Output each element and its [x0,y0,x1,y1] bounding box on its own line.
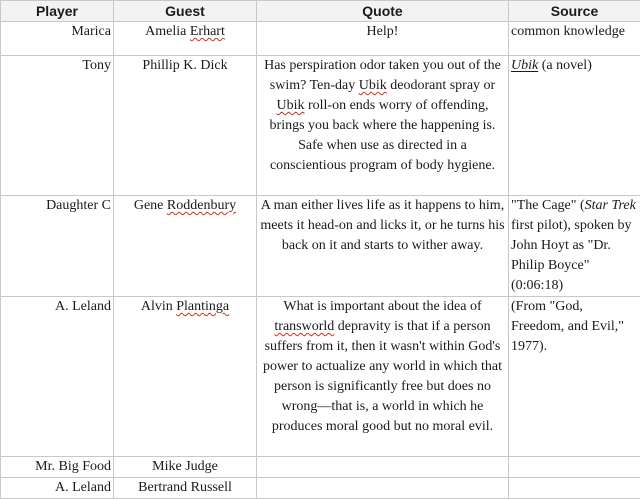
quote-word-transworld: transworld [274,319,334,334]
player-cell[interactable]: Daughter C [1,196,114,297]
source-title: Star Trek [585,198,636,213]
player-cell[interactable]: A. Leland [1,297,114,457]
source-cell[interactable] [509,457,640,478]
guest-first-name: Amelia [145,24,190,39]
header-row [1,1,640,22]
source-cell[interactable]: common knowledge [509,22,640,56]
guest-cell[interactable]: Bertrand Russell [114,478,257,499]
source-cell[interactable] [509,196,640,297]
quote-cell[interactable] [257,297,509,457]
source-text: first pilot), spoken by John Hoyt as "Dr. Philip Boyce" (0:06:18) [511,218,632,293]
quote-text: roll-on ends worry of offending, brings you back where the happening is. Safe when use as directed in a conscientious program of body hygiene. [270,98,496,173]
player-cell[interactable]: Marica [1,22,114,56]
quote-text: What is important about the idea of [283,299,481,314]
quote-cell[interactable] [257,478,509,499]
header-quote[interactable]: Quote [257,1,509,22]
guest-last-name-misspelled: Erhart [190,24,225,39]
quote-cell[interactable] [257,457,509,478]
guest-first-name: Alvin [141,299,176,314]
player-cell[interactable]: A. Leland [1,478,114,499]
table-row [1,478,640,499]
source-title: Ubik [511,58,538,73]
quote-word-ubik: Ubik [359,78,387,93]
quote-text: depravity is that if a person suffers from it, then it wasn't within God's power to actualize any world in which that person is significantly free but does no wrong—that is, a world in which he produces moral good but no moral evil. [263,319,502,434]
source-cell[interactable] [509,478,640,499]
player-cell[interactable]: Mr. Big Food [1,457,114,478]
header-source[interactable]: Source [509,1,640,22]
guest-first-name: Gene [134,198,167,213]
table-row [1,196,640,297]
quote-text: deodorant spray or [387,78,495,93]
quote-cell[interactable]: A man either lives life as it happens to him, meets it head-on and licks it, or he turns his back on it and starts to wither away. [257,196,509,297]
guest-last-name-misspelled: Plantinga [176,299,229,314]
guest-cell[interactable] [114,196,257,297]
source-text: "The Cage" ( [511,198,585,213]
quote-text: Has perspiration odor taken you out of the swim? Ten-day [264,58,501,93]
guest-cell[interactable] [114,22,257,56]
guest-cell[interactable] [114,297,257,457]
source-cell[interactable] [509,56,640,196]
quote-cell[interactable]: Help! [257,22,509,56]
quote-word-ubik: Ubik [276,98,304,113]
table-row [1,297,640,457]
guest-cell[interactable]: Mike Judge [114,457,257,478]
header-player[interactable]: Player [1,1,114,22]
table-row [1,457,640,478]
table-row [1,22,640,56]
guest-last-name-misspelled: Roddenbury [167,198,236,213]
quote-cell[interactable] [257,56,509,196]
table-row [1,56,640,196]
source-text: (a novel) [538,58,592,73]
player-cell[interactable]: Tony [1,56,114,196]
header-guest[interactable]: Guest [114,1,257,22]
source-cell[interactable]: (From "God, Freedom, and Evil," 1977). [509,297,640,457]
guest-cell[interactable]: Phillip K. Dick [114,56,257,196]
